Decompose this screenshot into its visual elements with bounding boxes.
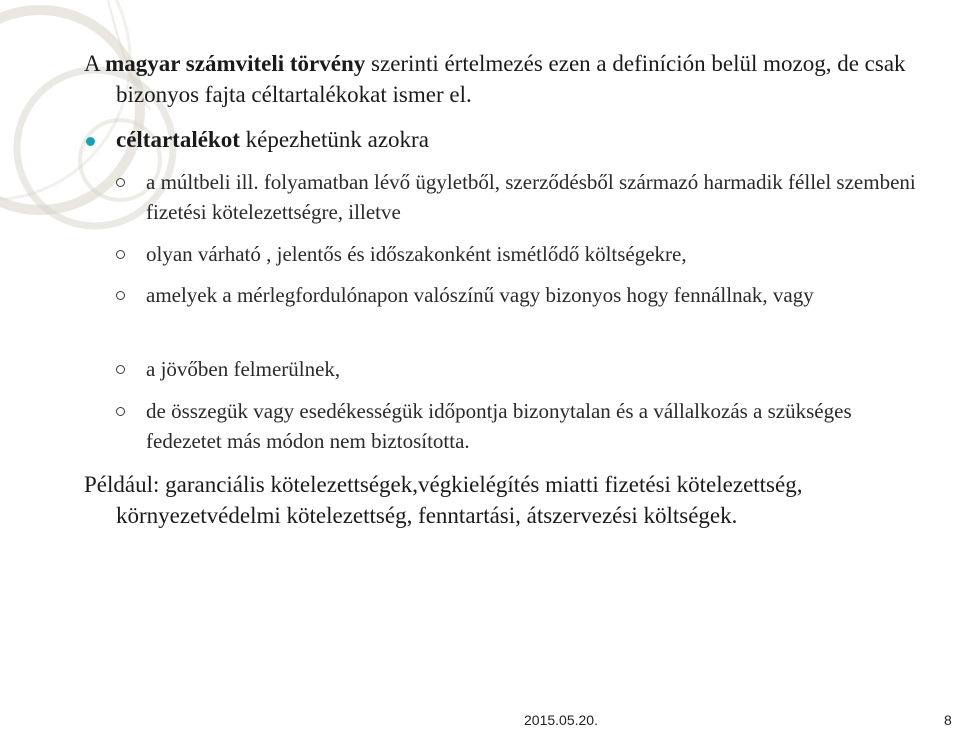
sub-item xyxy=(116,280,926,310)
bullet-bold-term: céltartalékot xyxy=(116,127,240,152)
example-paragraph: Például: garanciális kötelezettségek,végkielégítés miatti fizetési kötelezettség, környezetvédelmi kötelezettség, fenntartási, átszervezési költségek. xyxy=(84,472,803,528)
sub-item-text: a jövőben felmerülnek, xyxy=(146,357,341,381)
bullet-dot-icon xyxy=(86,137,95,146)
sub-item xyxy=(116,239,926,269)
intro-paragraph xyxy=(84,48,956,110)
sub-bullet-ring-icon xyxy=(116,250,125,259)
sub-item xyxy=(116,396,926,456)
sub-bullet-ring-icon xyxy=(116,407,125,416)
intro-rest: szerinti értelmezés ezen a definíción belül mozog, de csak bizonyos fajta céltartalékokat ismer el. xyxy=(116,51,906,107)
bullet-rest: képezhetünk azokra xyxy=(239,127,429,152)
sub-item-text: amelyek a mérlegfordulónapon valószínű vagy bizonyos hogy fennállnak, vagy xyxy=(146,283,814,307)
sub-bullet-ring-icon xyxy=(116,291,125,300)
sub-item xyxy=(116,167,926,227)
sub-item-text: olyan várható , jelentős és időszakonként ismétlődő költségekre, xyxy=(146,242,687,266)
intro-prefix: A xyxy=(84,51,106,76)
sub-bullet-ring-icon xyxy=(116,178,125,187)
bullet-text xyxy=(116,124,429,155)
sub-item xyxy=(116,354,926,384)
sub-bullet-ring-icon xyxy=(116,365,125,374)
sub-item-text: de összegük vagy esedékességük időpontja bizonytalan és a vállalkozás a szükséges fedezetet más módon nem biztosította. xyxy=(146,399,852,453)
footer-date: 2015.05.20. xyxy=(524,712,598,728)
page-number: 8 xyxy=(944,712,952,728)
sub-item-text: a múltbeli ill. folyamatban lévő ügyletből, szerződésből származó harmadik féllel szembeni fizetési kötelezettségre, illetve xyxy=(146,170,916,224)
intro-bold-term: magyar számviteli törvény xyxy=(105,51,366,76)
